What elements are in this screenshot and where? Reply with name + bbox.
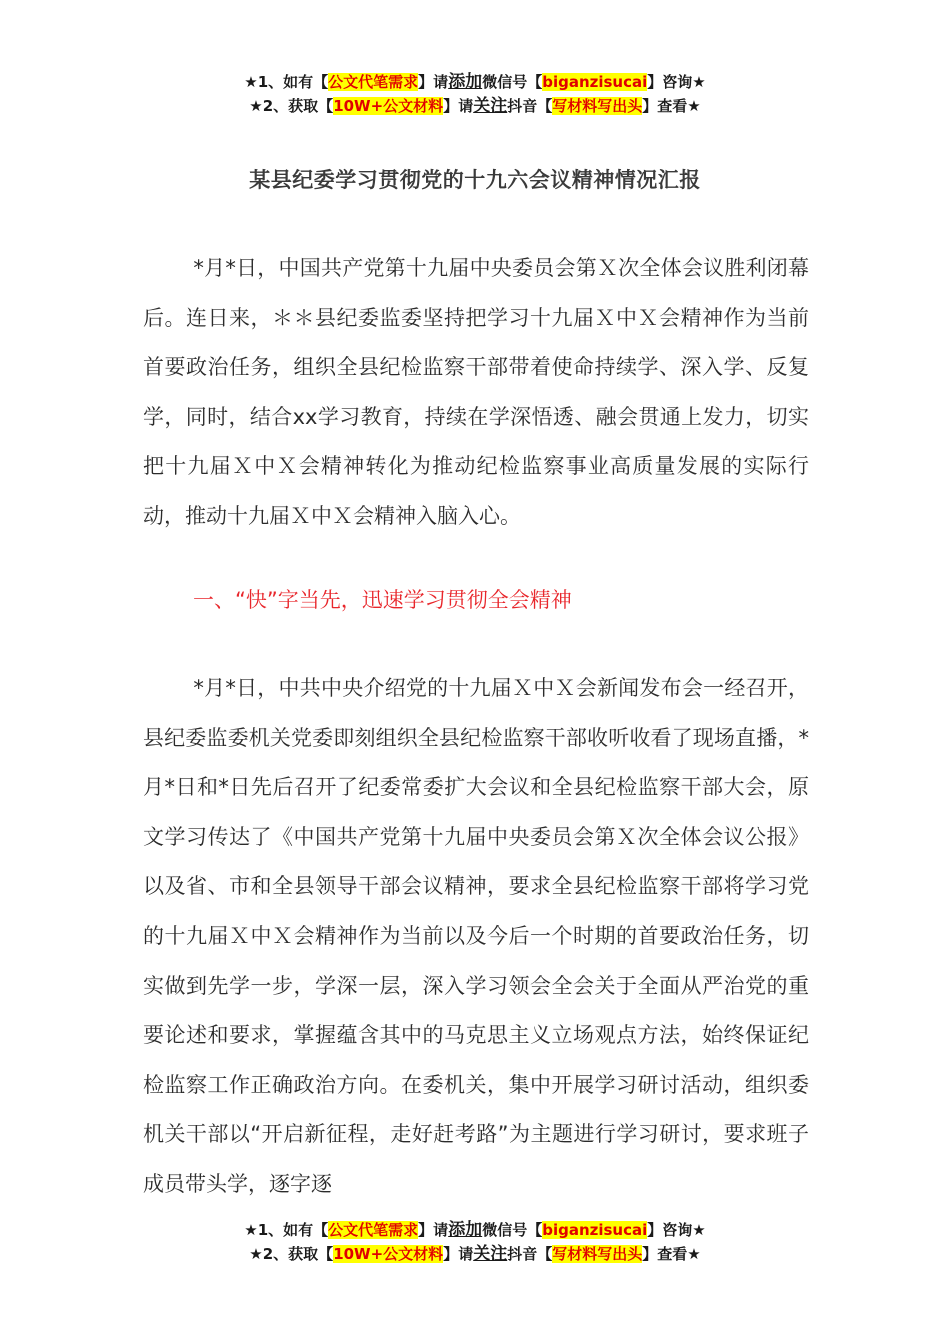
- banner-line-2: ★2、获取【10W+公文材料】请关注抖音【写材料写出头】查看★: [249, 1244, 701, 1264]
- banner-line-1: ★1、如有【公文代笔需求】请添加微信号【biganzisucai】咨询★: [244, 1220, 706, 1240]
- highlight-materials: 10W+公文材料: [333, 97, 444, 115]
- highlight-wechat-id: biganzisucai: [542, 1221, 648, 1239]
- section-1-paragraph: *月*日，中共中央介绍党的十九届Ｘ中Ｘ会新闻发布会一经召开，县纪委监委机关党委即刻组织全县纪检监察干部收听收看了现场直播，*月*日和*日先后召开了纪委常委扩大会议和全县纪检监察干部大会，原文学习传达了《中国共产党第十九届中央委员会第Ｘ次全体会议公报》以及省、市和全县领导干部会议精神，要求全县纪检监察干部将学习党的十九届Ｘ中Ｘ会精神作为当前以及今后一个时期的首要政治任务，切实做到先学一步，学深一层，深入学习领会全会关于全面从严治党的重要论述和要求，掌握蕴含其中的马克思主义立场观点方法，始终保证纪检监察工作正确政治方向。在委机关，集中开展学习研讨活动，组织委机关干部以“开启新征程，走好赶考路”为主题进行学习研讨，要求班子成员带头学，逐字逐: [143, 676, 809, 1196]
- document-title: 某县纪委学习贯彻党的十九六会议精神情况汇报: [249, 168, 701, 192]
- highlight-douyin: 写材料写出头: [552, 1245, 643, 1263]
- banner-line-2: ★2、获取【10W+公文材料】请关注抖音【写材料写出头】查看★: [249, 96, 701, 116]
- highlight-service: 公文代笔需求: [328, 73, 419, 91]
- highlight-douyin: 写材料写出头: [552, 97, 643, 115]
- highlight-materials: 10W+公文材料: [333, 1245, 444, 1263]
- footer-banner: [0, 1218, 950, 1266]
- section-heading-1: 一、“快”字当先，迅速学习贯彻全会精神: [193, 588, 572, 612]
- banner-line-1: ★1、如有【公文代笔需求】请添加微信号【biganzisucai】咨询★: [244, 72, 706, 92]
- highlight-service: 公文代笔需求: [328, 1221, 419, 1239]
- highlight-wechat-id: biganzisucai: [542, 73, 648, 91]
- intro-paragraph: *月*日，中国共产党第十九届中央委员会第Ｘ次全体会议胜利闭幕后。连日来，＊＊县纪委监委坚持把学习十九届Ｘ中Ｘ会精神作为当前首要政治任务，组织全县纪检监察干部带着使命持续学、深入学、反复学，同时，结合xx学习教育，持续在学深悟透、融会贯通上发力，切实把十九届Ｘ中Ｘ会精神转化为推动纪检监察事业高质量发展的实际行动，推动十九届Ｘ中Ｘ会精神入脑入心。: [143, 256, 809, 528]
- header-banner: [0, 70, 950, 118]
